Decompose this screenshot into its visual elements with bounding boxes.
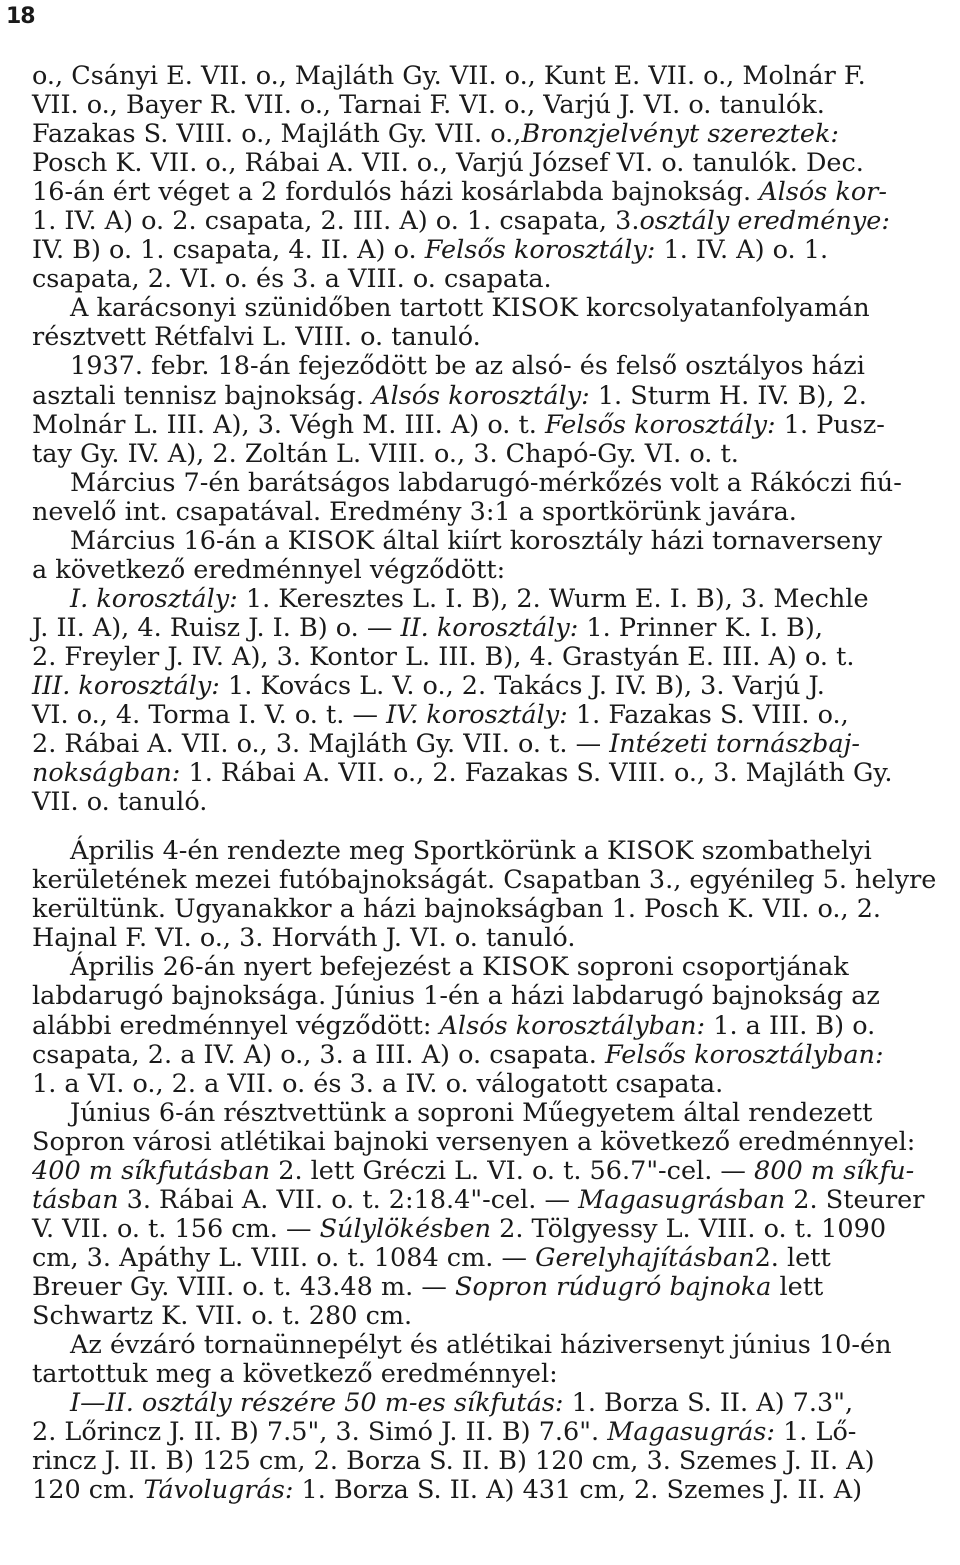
text-segment: 2. lett	[754, 1242, 831, 1273]
italic-segment: 800 m síkfu-	[754, 1155, 915, 1186]
text-segment: labdarugó bajnoksága. Június 1-én a házi labdarugó bajnokság az	[32, 981, 880, 1012]
text-segment: 2. Steurer	[785, 1184, 925, 1215]
text-segment: 1. Keresztes L. I. B), 2. Wurm E. I. B), 3. Mechle	[237, 583, 869, 614]
text-line	[32, 1360, 940, 1389]
text-line	[32, 469, 940, 498]
italic-segment: Magasugrás:	[607, 1417, 775, 1448]
text-segment: 2. Rábai A. VII. o., 3. Majláth Gy. VII. o. t. —	[32, 729, 610, 760]
italic-segment: Alsós korosztályban:	[439, 1010, 706, 1041]
italic-segment: 400 m síkfutásban	[32, 1155, 271, 1186]
text-segment: 1. Lő-	[774, 1417, 857, 1448]
italic-segment: III. korosztály:	[32, 670, 220, 701]
paragraph-gap	[32, 817, 940, 837]
italic-segment: Felsős korosztályban:	[604, 1039, 884, 1070]
text-segment: Április 26-án nyert befejezést a KISOK soproni csoportjának	[70, 952, 849, 983]
text-segment: Fazakas S. VIII. o., Majláth Gy. VII. o.,	[32, 119, 522, 150]
page-number: 18	[6, 4, 35, 29]
text-segment: a következő eredménnyel végződött:	[32, 554, 506, 585]
text-line	[32, 236, 940, 265]
text-segment: csapata, 2. VI. o. és 3. a VIII. o. csapata.	[32, 264, 552, 295]
text-segment: A karácsonyi szünidőben tartott KISOK korcsolyatanfolyamán	[70, 293, 870, 324]
text-line	[32, 1099, 940, 1128]
italic-segment: Alsós kor-	[759, 177, 887, 208]
text-line	[32, 440, 940, 469]
text-line	[32, 498, 940, 527]
text-line	[32, 527, 940, 556]
italic-segment: Intézeti tornászbaj-	[609, 729, 861, 760]
text-segment: 2. Lőrincz J. II. B) 7.5", 3. Simó J. II. B) 7.6".	[32, 1417, 608, 1448]
text-segment: Sopron városi atlétikai bajnoki versenyen a következő eredménnyel:	[32, 1126, 916, 1157]
text-line	[32, 1012, 940, 1041]
text-line	[32, 672, 940, 701]
text-line	[32, 62, 940, 91]
text-line	[32, 1447, 940, 1476]
text-line	[32, 1331, 940, 1360]
text-segment: alábbi eredménnyel végződött:	[32, 1010, 440, 1041]
italic-segment: II. korosztály:	[400, 612, 579, 643]
text-segment: 1. Sturm H. IV. B), 2.	[589, 380, 867, 411]
text-segment: cm, 3. Apáthy L. VIII. o. t. 1084 cm. —	[32, 1242, 536, 1273]
text-line	[32, 382, 940, 411]
italic-segment: Felsős korosztály:	[544, 409, 776, 440]
text-segment: 1. a III. B) o.	[705, 1010, 876, 1041]
text-segment: Az évzáró tornaünnepélyt és atlétikai háziversenyt június 10-én	[70, 1330, 892, 1361]
italic-segment: I. korosztály:	[70, 583, 238, 614]
text-line	[32, 643, 940, 672]
italic-segment: Távolugrás:	[143, 1475, 294, 1506]
text-segment: 1. Borza S. II. A) 7.3",	[563, 1388, 854, 1419]
text-segment: VII. o., Bayer R. VII. o., Tarnai F. VI. o., Varjú J. VI. o. tanulók.	[32, 90, 825, 121]
text-segment: rincz J. II. B) 125 cm, 2. Borza S. II. B) 120 cm, 3. Szemes J. II. A)	[32, 1446, 875, 1477]
text-segment: 1. Pusz-	[775, 409, 885, 440]
body-text	[32, 62, 940, 1505]
text-line	[32, 1273, 940, 1302]
text-segment: V. VII. o. t. 156 cm. —	[32, 1213, 320, 1244]
text-line	[32, 837, 940, 866]
text-line	[32, 1157, 940, 1186]
text-line	[32, 924, 940, 953]
text-segment: asztali tennisz bajnokság.	[32, 380, 373, 411]
italic-segment: osztály eredménye:	[639, 206, 890, 237]
text-line	[32, 614, 940, 643]
text-segment: Április 4-én rendezte meg Sportkörünk a KISOK szombathelyi	[70, 836, 872, 867]
text-segment: 120 cm.	[32, 1475, 144, 1506]
text-segment: 16-án ért véget a 2 fordulós házi kosárlabda bajnokság.	[32, 177, 760, 208]
italic-segment: Felsős korosztály:	[424, 235, 656, 266]
text-line	[32, 352, 940, 381]
text-line	[32, 178, 940, 207]
italic-segment: Bronzjelvényt szereztek:	[521, 119, 840, 150]
text-line	[32, 1389, 940, 1418]
text-line	[32, 1041, 940, 1070]
text-line	[32, 294, 940, 323]
text-segment: kerültünk. Ugyanakkor a házi bajnokságban 1. Posch K. VII. o., 2.	[32, 894, 882, 925]
text-segment: 1. Borza S. II. A) 431 cm, 2. Szemes J. II. A)	[293, 1475, 863, 1506]
text-line	[32, 411, 940, 440]
text-line	[32, 1215, 940, 1244]
text-line	[32, 953, 940, 982]
text-segment: lett	[771, 1271, 824, 1302]
text-line	[32, 866, 940, 895]
text-segment: 1937. febr. 18-án fejeződött be az alsó- és felső osztályos házi	[70, 351, 865, 382]
italic-segment: Súlylökésben	[319, 1213, 492, 1244]
text-line	[32, 701, 940, 730]
text-line	[32, 759, 940, 788]
text-segment: tartottuk meg a következő eredménnyel:	[32, 1359, 558, 1390]
text-segment: VI. o., 4. Torma I. V. o. t. —	[32, 700, 387, 731]
text-segment: Posch K. VII. o., Rábai A. VII. o., Varjú József VI. o. tanulók. Dec.	[32, 148, 864, 179]
text-segment: 1. a VI. o., 2. a VII. o. és 3. a IV. o. válogatott csapata.	[32, 1068, 724, 1099]
text-line	[32, 265, 940, 294]
italic-segment: Magasugrásban	[578, 1184, 786, 1215]
text-segment: 1. IV. A) o. 2. csapata, 2. III. A) o. 1. csapata, 3.	[32, 206, 640, 237]
text-line	[32, 1418, 940, 1447]
text-segment: Március 16-án a KISOK által kiírt korosztály házi tornaverseny	[70, 525, 883, 556]
text-line	[32, 788, 940, 817]
text-segment: J. II. A), 4. Ruisz J. I. B) o. —	[32, 612, 401, 643]
text-segment: Schwartz K. VII. o. t. 280 cm.	[32, 1300, 413, 1331]
italic-segment: I—II. osztály részére 50 m-es síkfutás:	[70, 1388, 564, 1419]
text-segment: nevelő int. csapatával. Eredmény 3:1 a sportkörünk javára.	[32, 496, 797, 527]
text-line	[32, 585, 940, 614]
italic-segment: IV. korosztály:	[386, 700, 568, 731]
text-segment: 2. Tölgyessy L. VIII. o. t. 1090	[491, 1213, 887, 1244]
text-segment: 1. Rábai A. VII. o., 2. Fazakas S. VIII. o., 3. Majláth Gy.	[180, 758, 893, 789]
text-line	[32, 1186, 940, 1215]
text-segment: VII. o. tanuló.	[32, 787, 208, 818]
text-segment: Március 7-én barátságos labdarugó-mérkőzés volt a Rákóczi fiú-	[70, 467, 902, 498]
text-segment: 2. lett Gréczi L. VI. o. t. 56.7"-cel. —	[270, 1155, 755, 1186]
text-line	[32, 120, 940, 149]
text-line	[32, 91, 940, 120]
text-line	[32, 730, 940, 759]
text-segment: csapata, 2. a IV. A) o., 3. a III. A) o. csapata.	[32, 1039, 605, 1070]
text-line	[32, 1070, 940, 1099]
text-segment: 1. Kovács L. V. o., 2. Takács J. IV. B), 3. Varjú J.	[219, 670, 825, 701]
text-line	[32, 982, 940, 1011]
text-line	[32, 1476, 940, 1505]
text-segment: kerületének mezei futóbajnokságát. Csapatban 3., egyénileg 5. helyre	[32, 865, 937, 896]
text-segment: IV. B) o. 1. csapata, 4. II. A) o.	[32, 235, 425, 266]
text-line	[32, 895, 940, 924]
text-segment: Június 6-án résztvettünk a soproni Műegyetem által rendezett	[70, 1097, 873, 1128]
text-line	[32, 323, 940, 352]
text-segment: tay Gy. IV. A), 2. Zoltán L. VIII. o., 3. Chapó-Gy. VI. o. t.	[32, 438, 739, 469]
text-segment: Hajnal F. VI. o., 3. Horváth J. VI. o. tanuló.	[32, 923, 576, 954]
text-segment: Breuer Gy. VIII. o. t. 43.48 m. —	[32, 1271, 455, 1302]
text-line	[32, 149, 940, 178]
text-segment: 3. Rábai A. VII. o. t. 2:18.4"-cel. —	[118, 1184, 579, 1215]
text-segment: Molnár L. III. A), 3. Végh M. III. A) o. t.	[32, 409, 545, 440]
italic-segment: Gerelyhajításban	[535, 1242, 755, 1273]
italic-segment: tásban	[32, 1184, 119, 1215]
text-segment: o., Csányi E. VII. o., Majláth Gy. VII. o., Kunt E. VII. o., Molnár F.	[32, 61, 866, 91]
text-line	[32, 1244, 940, 1273]
text-line	[32, 556, 940, 585]
text-line	[32, 207, 940, 236]
text-segment: 2. Freyler J. IV. A), 3. Kontor L. III. B), 4. Grastyán E. III. A) o. t.	[32, 641, 855, 672]
italic-segment: nokságban:	[32, 758, 181, 789]
text-line	[32, 1302, 940, 1331]
text-line	[32, 1128, 940, 1157]
italic-segment: Alsós korosztály:	[372, 380, 590, 411]
text-segment: 1. IV. A) o. 1.	[655, 235, 829, 266]
text-segment: 1. Prinner K. I. B),	[578, 612, 823, 643]
text-segment: 1. Fazakas S. VIII. o.,	[567, 700, 849, 731]
italic-segment: Sopron rúdugró bajnoka	[454, 1271, 772, 1302]
text-segment: résztvett Rétfalvi L. VIII. o. tanuló.	[32, 322, 481, 353]
